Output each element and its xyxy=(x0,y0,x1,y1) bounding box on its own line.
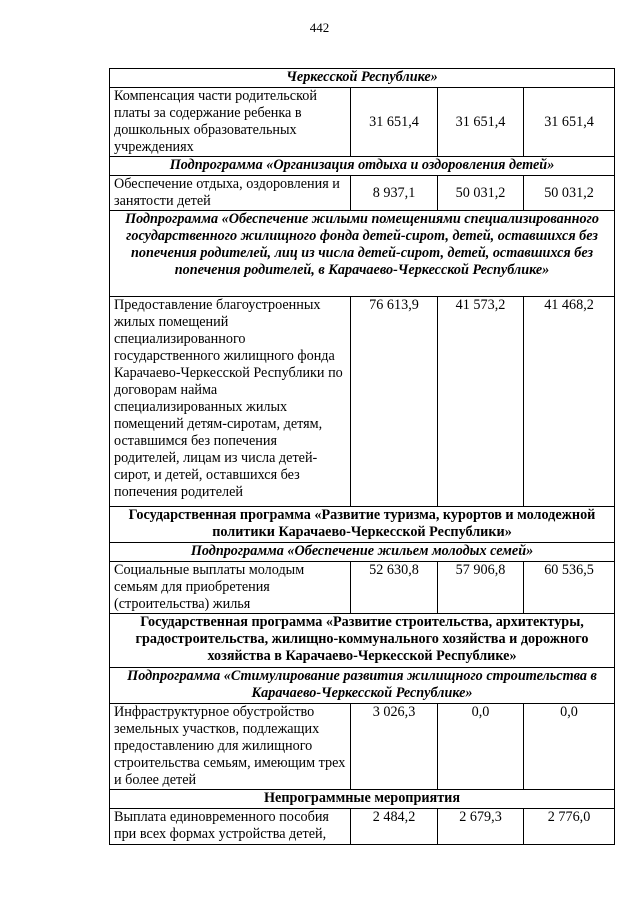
section-header: Черкесской Республике» xyxy=(110,69,615,88)
section-header-row xyxy=(110,668,615,704)
section-header: Государственная программа «Развитие туризма, курортов и молодежной политики Карачаево-Черкесской Республики» xyxy=(110,507,615,543)
section-header-row xyxy=(110,69,615,88)
section-header-row xyxy=(110,614,615,668)
value-year-1: 3 026,3 xyxy=(351,704,438,790)
value-year-2: 50 031,2 xyxy=(438,176,524,211)
table-row xyxy=(110,809,615,845)
value-year-3: 31 651,4 xyxy=(524,88,615,157)
section-header: Подпрограмма «Обеспечение жилыми помещениями специализированного государственного жилищного фонда детей-сирот, детей, оставшихся без попечения родителей, лиц из числа детей-сирот, детей, оставшихся без попечения родителей, в Карачаево-Черкесской Республике» xyxy=(110,211,615,297)
table-row xyxy=(110,562,615,614)
value-year-3: 60 536,5 xyxy=(524,562,615,614)
value-year-2: 0,0 xyxy=(438,704,524,790)
row-name: Компенсация части родительской платы за содержание ребенка в дошкольных образовательных учреждениях xyxy=(110,88,351,157)
section-header: Государственная программа «Развитие строительства, архитектуры, градостроительства, жилищно-коммунального хозяйства и дорожного хозяйства в Карачаево-Черкесской Республике» xyxy=(110,614,615,668)
value-year-2: 41 573,2 xyxy=(438,297,524,507)
value-year-2: 31 651,4 xyxy=(438,88,524,157)
section-header-row xyxy=(110,543,615,562)
value-year-3: 2 776,0 xyxy=(524,809,615,845)
value-year-2: 2 679,3 xyxy=(438,809,524,845)
section-header-row xyxy=(110,157,615,176)
table-row xyxy=(110,704,615,790)
value-year-1: 8 937,1 xyxy=(351,176,438,211)
table-row xyxy=(110,176,615,211)
section-header-row xyxy=(110,790,615,809)
section-header: Непрограммные мероприятия xyxy=(110,790,615,809)
value-year-1: 2 484,2 xyxy=(351,809,438,845)
row-name: Обеспечение отдыха, оздоровления и занятости детей xyxy=(110,176,351,211)
section-header: Подпрограмма «Стимулирование развития жилищного строительства в Карачаево-Черкесской Республике» xyxy=(110,668,615,704)
row-name: Выплата единовременного пособия при всех формах устройства детей, xyxy=(110,809,351,845)
section-header: Подпрограмма «Обеспечение жильем молодых семей» xyxy=(110,543,615,562)
table-row xyxy=(110,88,615,157)
section-header-row xyxy=(110,211,615,297)
value-year-3: 41 468,2 xyxy=(524,297,615,507)
table-row xyxy=(110,297,615,507)
value-year-1: 76 613,9 xyxy=(351,297,438,507)
row-name: Инфраструктурное обустройство земельных участков, подлежащих предоставлению для жилищного строительства семьям, имеющим трех и более детей xyxy=(110,704,351,790)
section-header: Подпрограмма «Организация отдыха и оздоровления детей» xyxy=(110,157,615,176)
row-name: Социальные выплаты молодым семьям для приобретения (строительства) жилья xyxy=(110,562,351,614)
page-number: 442 xyxy=(309,20,330,35)
budget-table xyxy=(109,68,615,845)
section-header-row xyxy=(110,507,615,543)
value-year-2: 57 906,8 xyxy=(438,562,524,614)
value-year-1: 52 630,8 xyxy=(351,562,438,614)
value-year-1: 31 651,4 xyxy=(351,88,438,157)
row-name: Предоставление благоустроенных жилых помещений специализированного государственного жилищного фонда Карачаево-Черкесской Республики по договорам найма специализированных жилых помещений детям-сиротам, детям, оставшимся без попечения родителей, лицам из числа детей-сирот, и детей, оставшихся без попечения родителей xyxy=(110,297,351,507)
value-year-3: 50 031,2 xyxy=(524,176,615,211)
value-year-3: 0,0 xyxy=(524,704,615,790)
